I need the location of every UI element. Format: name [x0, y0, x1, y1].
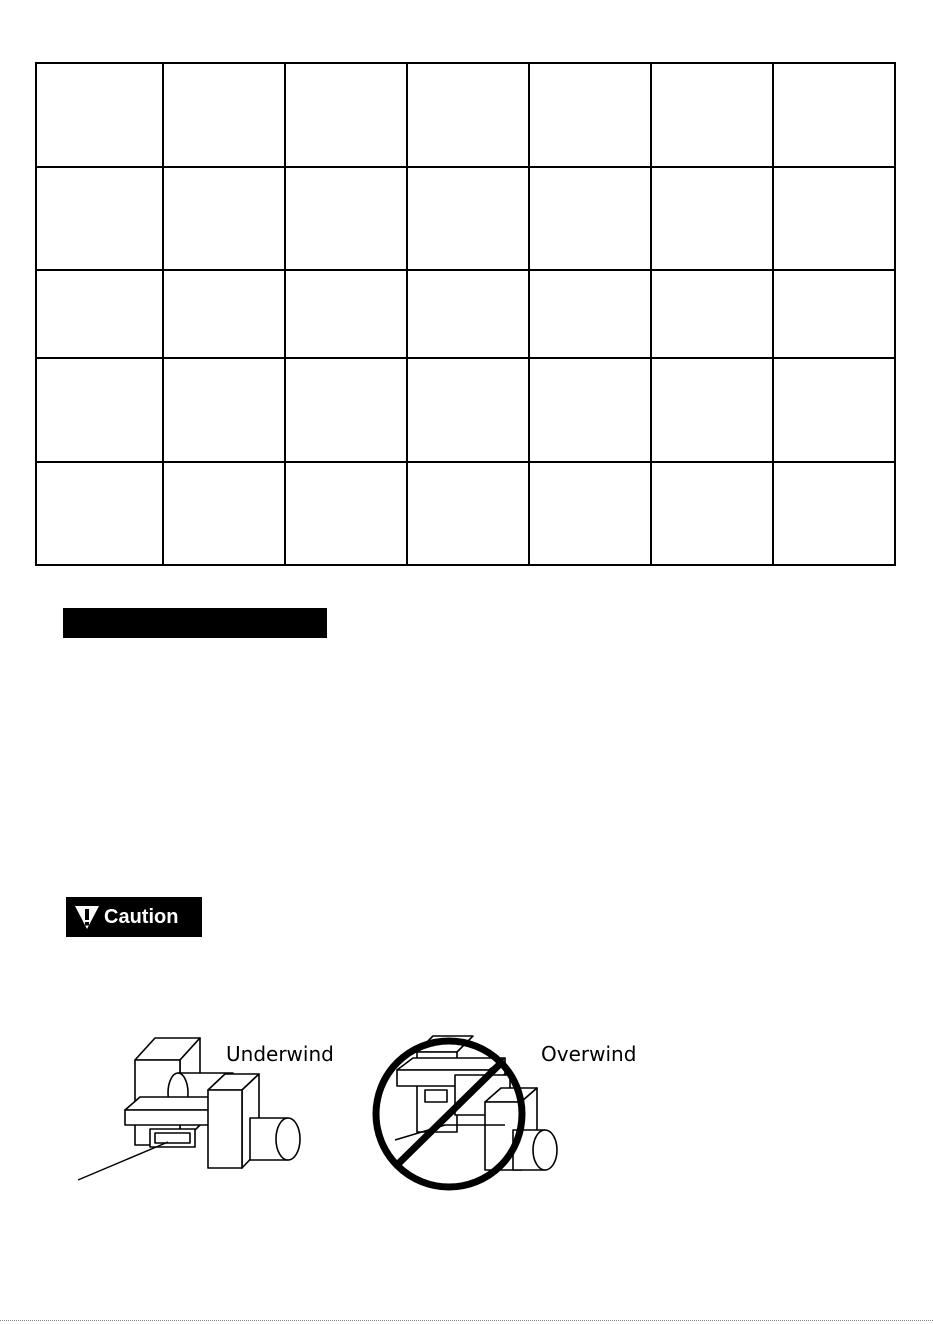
- table-cell: [285, 270, 407, 358]
- table-cell: [36, 270, 163, 358]
- table-cell: [407, 167, 529, 270]
- table-cell: [773, 167, 895, 270]
- table-cell: [163, 167, 285, 270]
- table-cell: [163, 358, 285, 462]
- data-table: [35, 62, 896, 566]
- table-cell: [163, 270, 285, 358]
- table-cell: [407, 462, 529, 565]
- table-cell: [773, 358, 895, 462]
- table-cell: [651, 462, 773, 565]
- table-cell: [36, 358, 163, 462]
- table-cell: [529, 63, 651, 167]
- table-cell: [36, 462, 163, 565]
- overwind-label: Overwind: [541, 1042, 637, 1066]
- caution-badge: [66, 897, 202, 937]
- table-cell: [773, 462, 895, 565]
- table-cell: [529, 462, 651, 565]
- table-cell: [285, 63, 407, 167]
- table-row: [36, 358, 895, 462]
- table-cell: [407, 270, 529, 358]
- table-cell: [651, 63, 773, 167]
- table-cell: [529, 167, 651, 270]
- table-cell: [285, 358, 407, 462]
- table-row: [36, 167, 895, 270]
- table-cell: [651, 270, 773, 358]
- table-row: [36, 63, 895, 167]
- table-cell: [407, 358, 529, 462]
- table-cell: [36, 167, 163, 270]
- caution-label: Caution: [104, 905, 179, 928]
- table-cell: [773, 270, 895, 358]
- underwind-label: Underwind: [226, 1042, 334, 1066]
- table-cell: [651, 358, 773, 462]
- section-heading-bar: [63, 608, 327, 638]
- table-cell: [36, 63, 163, 167]
- table-cell: [651, 167, 773, 270]
- page-bottom-divider: [0, 1320, 933, 1321]
- table-cell: [529, 358, 651, 462]
- table-row: [36, 270, 895, 358]
- table-cell: [285, 462, 407, 565]
- table-row: [36, 462, 895, 565]
- table-cell: [163, 63, 285, 167]
- table-cell: [163, 462, 285, 565]
- table-cell: [529, 270, 651, 358]
- exclamation-triangle-icon: [74, 904, 100, 930]
- table-cell: [773, 63, 895, 167]
- table-cell: [407, 63, 529, 167]
- table-cell: [285, 167, 407, 270]
